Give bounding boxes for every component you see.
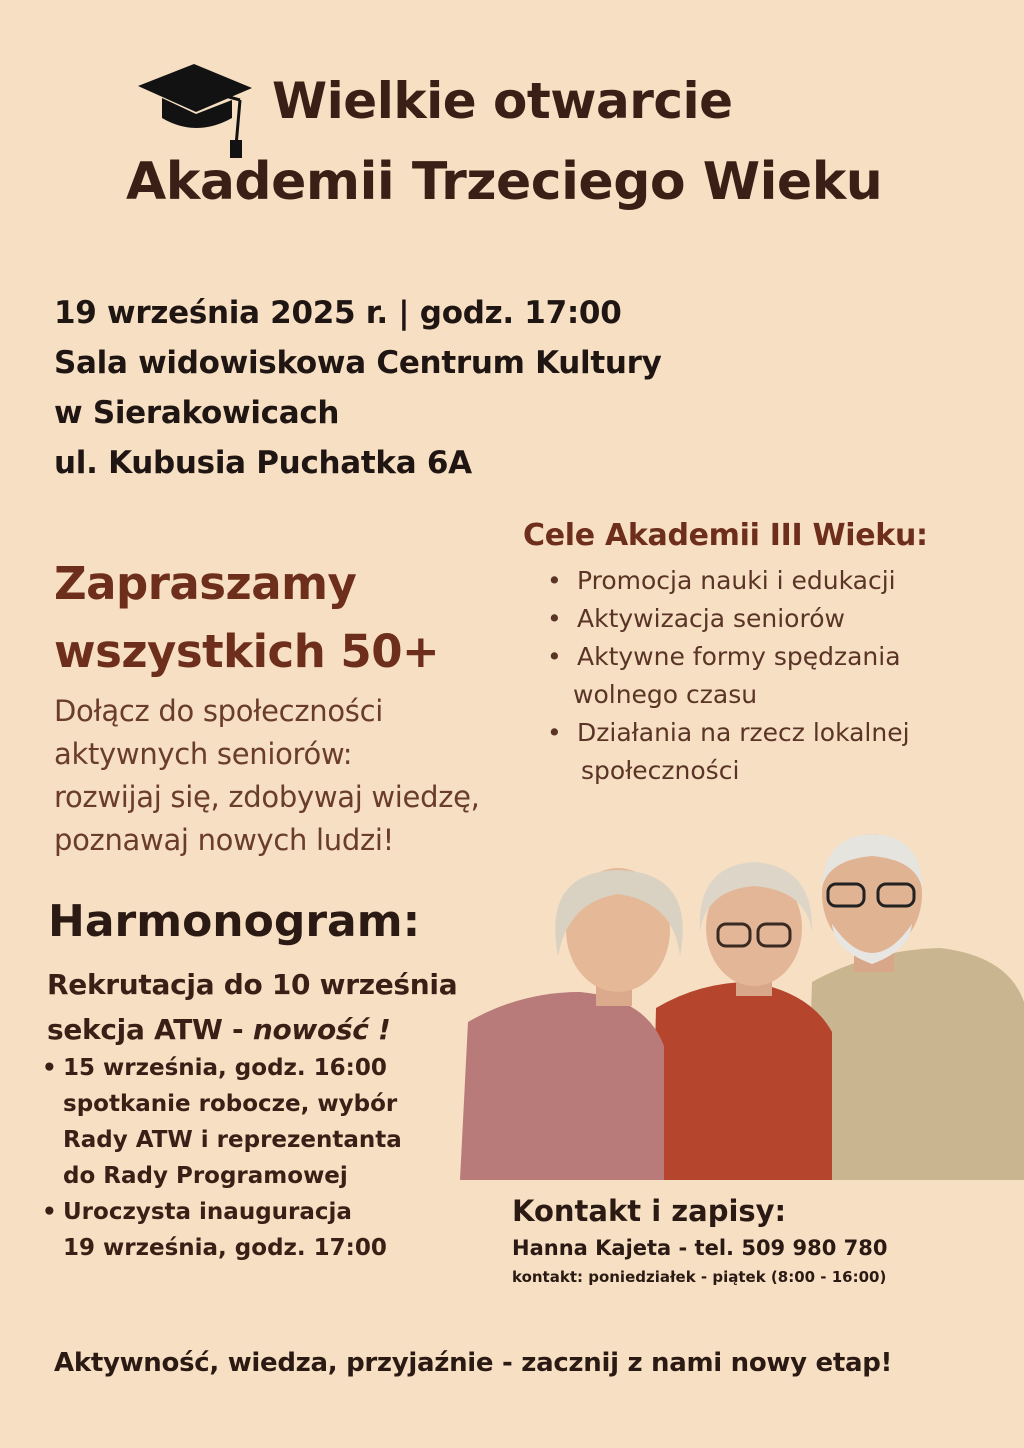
goal-item bbox=[523, 562, 1003, 600]
goal-text: Promocja nauki i edukacji bbox=[577, 566, 896, 595]
schedule-item bbox=[42, 1050, 462, 1194]
invite-heading bbox=[54, 550, 524, 686]
goal-text-cont: społeczności bbox=[581, 756, 740, 785]
invite-section bbox=[54, 550, 524, 862]
goal-text-cont: wolnego czasu bbox=[573, 680, 758, 709]
goal-item bbox=[523, 714, 1003, 790]
contact-heading: Kontakt i zapisy: bbox=[512, 1194, 787, 1228]
seniors-photo bbox=[460, 832, 1024, 1180]
contact-person: Hanna Kajeta - tel. 509 980 780 bbox=[512, 1236, 888, 1260]
schedule-line: do Rady Programowej bbox=[63, 1163, 348, 1189]
schedule-recruitment bbox=[47, 962, 457, 1052]
schedule-heading: Harmonogram: bbox=[48, 896, 421, 947]
section-new bbox=[47, 1007, 457, 1052]
recruitment-deadline: Rekrutacja do 10 września bbox=[47, 968, 458, 1001]
event-venue: Sala widowiskowa Centrum Kultury bbox=[54, 345, 662, 381]
footer-slogan: Aktywność, wiedza, przyjaźnie - zacznij z nami nowy etap! bbox=[54, 1348, 893, 1378]
goals-section bbox=[523, 514, 1003, 790]
event-date: 19 września 2025 r. | godz. 17:00 bbox=[54, 295, 622, 331]
invite-text-line: rozwijaj się, zdobywaj wiedzę, bbox=[54, 780, 480, 814]
goal-item bbox=[523, 638, 1003, 714]
goal-text: Aktywne formy spędzania bbox=[577, 642, 901, 671]
goals-list bbox=[523, 562, 1003, 790]
new-badge: nowość ! bbox=[252, 1013, 391, 1046]
title-line-2: Akademii Trzeciego Wieku bbox=[126, 152, 883, 212]
schedule-item bbox=[42, 1194, 462, 1266]
invite-heading-line-1: Zapraszamy bbox=[54, 557, 357, 610]
graduation-cap-icon bbox=[136, 60, 254, 160]
event-info bbox=[54, 288, 662, 488]
invite-text-line: poznawaj nowych ludzi! bbox=[54, 823, 394, 857]
invite-text bbox=[54, 690, 524, 862]
schedule-line: • 15 września, godz. 16:00 bbox=[63, 1055, 387, 1081]
invite-heading-line-2: wszystkich 50+ bbox=[54, 625, 440, 678]
event-city: w Sierakowicach bbox=[54, 395, 340, 431]
invite-text-line: aktywnych seniorów: bbox=[54, 737, 353, 771]
schedule-line: spotkanie robocze, wybór bbox=[63, 1091, 398, 1117]
goal-text: Działania na rzecz lokalnej bbox=[577, 718, 910, 747]
title-line-1: Wielkie otwarcie bbox=[272, 72, 733, 130]
goal-item bbox=[523, 600, 1003, 638]
schedule-line: 19 września, godz. 17:00 bbox=[63, 1235, 387, 1261]
section-label: sekcja ATW - bbox=[47, 1013, 253, 1046]
goal-text: Aktywizacja seniorów bbox=[577, 604, 845, 633]
contact-hours: kontakt: poniedziałek - piątek (8:00 - 16:00) bbox=[512, 1268, 887, 1286]
schedule-list bbox=[42, 1050, 462, 1266]
invite-text-line: Dołącz do społeczności bbox=[54, 694, 383, 728]
schedule-line: • Uroczysta inauguracja bbox=[63, 1199, 352, 1225]
goals-heading: Cele Akademii III Wieku: bbox=[523, 518, 928, 553]
event-address: ul. Kubusia Puchatka 6A bbox=[54, 445, 472, 481]
schedule-line: Rady ATW i reprezentanta bbox=[63, 1127, 402, 1153]
